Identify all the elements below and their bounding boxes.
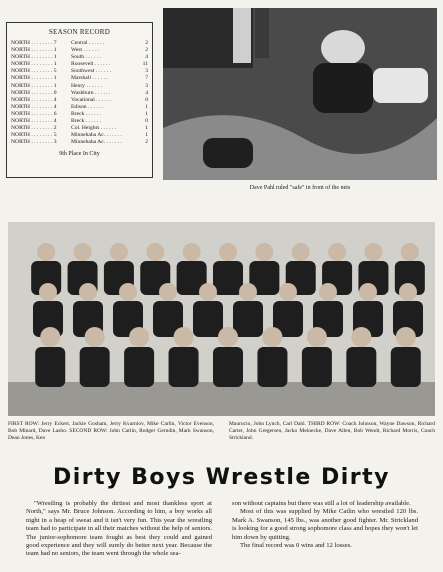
article-body	[26, 500, 418, 559]
record-north-score: NORTH . . . . . . . . 1	[11, 47, 57, 54]
record-opponent-name: Vocational . . . . . .	[71, 96, 112, 103]
record-opponent	[71, 54, 148, 61]
record-north-score: NORTH . . . . . . . . 2	[11, 125, 57, 132]
record-north-score: NORTH . . . . . . . . 1	[11, 54, 57, 61]
record-north-score: NORTH . . . . . . . . 4	[11, 118, 57, 125]
season-record-row	[11, 139, 148, 146]
record-north-score: NORTH . . . . . . . . 4	[11, 103, 57, 110]
record-opponent-name: Edison . . . . . .	[71, 103, 104, 110]
record-opponent-name: Washburn . . . . . .	[71, 89, 111, 96]
record-opponent-name: Minnehaha Ac. . . . . . .	[71, 132, 122, 139]
team-caption-left: FIRST ROW: Jerry Eckert, Jackie Gosham, Jerry Kvarnlov, Mike Carlin, Victor Evenson, Bob Minard, Dave Lasho. SECOND ROW: John Carlin, Rodger Gerndin, Mark Swanson, Dean Jones, Ken	[8, 421, 214, 441]
record-opponent-score: 7	[145, 75, 148, 82]
article-column-right	[232, 500, 418, 559]
record-north-score: NORTH . . . . . . . . 4	[11, 96, 57, 103]
record-north-score: NORTH . . . . . . . . 1	[11, 61, 57, 68]
record-opponent-name: Breck . . . . . .	[71, 118, 102, 125]
team-caption-right: Maurucio, John Lynch, Carl Dahl. THIRD ROW: Coach Johnson, Wayne Dawson, Richard Carter, John Gregersen, Jacko Meinecke, Dave Allen, Bob Wendt, Richard Morris, Coach Strickland.	[229, 421, 435, 441]
season-record-row	[11, 125, 148, 132]
record-opponent-score: 0	[145, 96, 148, 103]
record-north-score: NORTH . . . . . . . . 3	[11, 139, 57, 146]
article-paragraph: The final record was 0 wins and 12 losses.	[240, 542, 352, 550]
record-opponent	[71, 90, 148, 97]
record-opponent-score: 4	[145, 89, 148, 96]
article-column-left	[26, 500, 212, 559]
record-north-score: NORTH . . . . . . . . 7	[11, 40, 57, 46]
season-record-title: SEASON RECORD	[48, 28, 111, 36]
record-north-score: NORTH . . . . . . . . 6	[11, 110, 57, 117]
article-headline: Dirty Boys Wrestle Dirty	[52, 465, 391, 490]
season-record-row	[11, 118, 148, 125]
record-opponent	[71, 132, 148, 139]
record-north-score: NORTH . . . . . . . . 1	[11, 75, 57, 82]
record-opponent-name: West . . . . . .	[71, 47, 99, 54]
team-photo-art	[8, 222, 435, 416]
team-photo	[8, 222, 435, 416]
season-record-row	[11, 90, 148, 97]
record-opponent	[71, 118, 148, 125]
season-record-row	[11, 111, 148, 118]
record-opponent	[71, 125, 148, 132]
record-opponent	[71, 139, 148, 146]
record-north-score: NORTH . . . . . . . . 1	[11, 82, 57, 89]
record-opponent	[71, 75, 148, 82]
record-opponent-name: Henry . . . . . .	[71, 82, 102, 89]
record-opponent	[71, 97, 148, 104]
record-opponent-name: Central . . . . . .	[71, 40, 105, 46]
record-opponent-score: 2	[145, 47, 148, 54]
team-photo-caption	[8, 421, 435, 442]
record-north-score: NORTH . . . . . . . . 5	[11, 132, 57, 139]
season-record-row	[11, 61, 148, 68]
season-record-row	[11, 68, 148, 75]
action-photo-caption: Dave Pahl ruled "safe" in front of the nets	[249, 185, 351, 191]
record-opponent-score: 3	[145, 68, 148, 75]
record-opponent-score: 3	[145, 82, 148, 89]
record-opponent-name: Col. Heights . . . . . .	[71, 125, 117, 132]
season-record-row	[11, 97, 148, 104]
action-photo-art	[163, 8, 437, 180]
season-record-row	[11, 40, 148, 47]
record-opponent	[71, 111, 148, 118]
record-opponent	[71, 47, 148, 54]
article-paragraph: "Wrestling is probably the dirtiest and most thankless sport at North," says Mr. Bruce Johnson. According to him, a boy works all night in a heap of sweat and it isn't very fun. This year the wrestling team had to participate in all their matches without the help of seniors. The junior-sophomore team fought as best they could and gained good experience and they will surely do better next year. Because the team had no seniors, the team went through the whole sea-	[26, 500, 212, 558]
season-record-row	[11, 54, 148, 61]
season-record-row	[11, 47, 148, 54]
record-opponent	[71, 68, 148, 75]
record-opponent	[71, 61, 148, 68]
season-record-row	[11, 104, 148, 111]
article-paragraph: Most of this was supplied by Mike Catlin who wrestled 120 lbs. Mark A. Swanson, 145 lbs., was another good fighter. Mr. Strickland is looking for a good strong sophomore class and hopes they won't let him down by quitting.	[232, 508, 418, 541]
record-opponent	[71, 40, 148, 47]
season-record-box	[6, 22, 153, 178]
season-record-row	[11, 83, 148, 90]
article-paragraph: son without captains but there was still a lot of leadership available.	[232, 500, 411, 507]
record-opponent-name: South . . . . . .	[71, 54, 101, 61]
record-opponent-name: Marshall . . . . . .	[71, 75, 108, 82]
record-opponent-name: Southwest . . . . . .	[71, 68, 112, 75]
record-opponent-score: 0	[145, 118, 148, 125]
record-opponent	[71, 104, 148, 111]
record-opponent-score: 1	[145, 110, 148, 117]
record-opponent-score: 1	[145, 132, 148, 139]
season-record-row	[11, 75, 148, 82]
season-record-note: 9th Place In City	[59, 151, 100, 158]
record-opponent-name: Minnehaha Ac. . . . . . .	[71, 139, 122, 146]
season-record-row	[11, 132, 148, 139]
record-opponent-name: Roosevelt . . . . . .	[71, 61, 111, 68]
record-opponent-score: 1	[145, 103, 148, 110]
record-opponent-score: 2	[145, 40, 148, 46]
record-opponent	[71, 83, 148, 90]
record-opponent-score: 2	[145, 139, 148, 146]
record-north-score: NORTH . . . . . . . . 0	[11, 89, 57, 96]
season-record-list	[11, 40, 148, 146]
record-opponent-score: 4	[145, 54, 148, 61]
record-north-score: NORTH . . . . . . . . 5	[11, 68, 57, 75]
record-opponent-score: 1	[145, 125, 148, 132]
action-photo	[163, 8, 437, 180]
record-opponent-score: 11	[142, 61, 148, 68]
record-opponent-name: Breck . . . . . .	[71, 110, 102, 117]
